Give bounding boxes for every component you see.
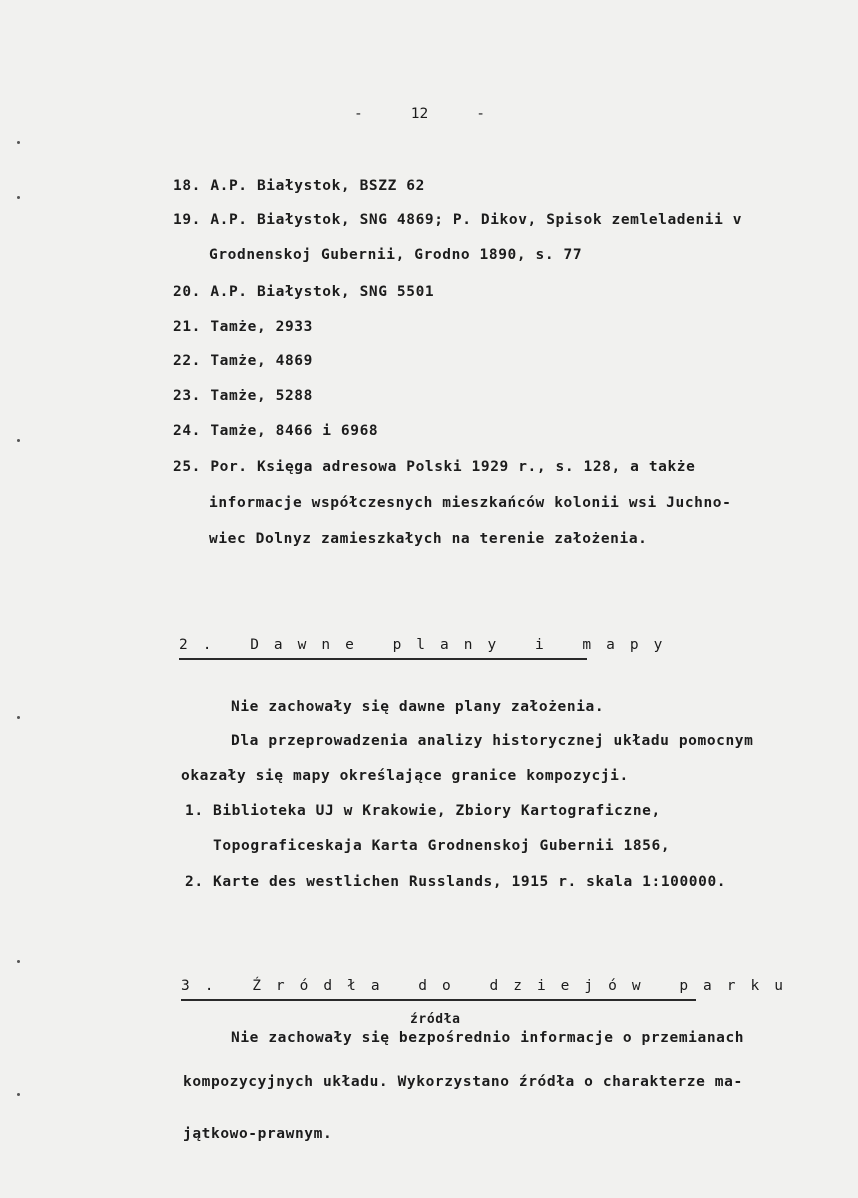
footnote-25-line2: informacje współczesnych mieszkańców kolonii wsi Juchno- xyxy=(209,495,732,511)
section-3-heading: 3. Źródła do dziejów parku xyxy=(181,978,798,994)
footnote-25: 25. Por. Księga adresowa Polski 1929 r., s. 128, a także xyxy=(173,459,696,475)
section-2-line-3: okazały się mapy określające granice kompozycji. xyxy=(181,768,629,784)
section-2-heading: 2. Dawne plany i mapy xyxy=(179,637,678,653)
footnote-19: 19. A.P. Białystok, SNG 4869; P. Dikov, Spisok zemleladenii v xyxy=(173,212,743,228)
section-3-line-3: jątkowo-prawnym. xyxy=(183,1126,333,1142)
handwritten-insertion: źródła xyxy=(410,1012,461,1027)
margin-dot xyxy=(17,1093,20,1096)
section-3-line-1: Nie zachowały się bezpośrednio informacje o przemianach xyxy=(231,1030,745,1046)
footnote-19-continued: Grodnenskoj Gubernii, Grodno 1890, s. 77 xyxy=(209,247,583,263)
map-item-1: 1. Biblioteka UJ w Krakowie, Zbiory Kartograficzne, xyxy=(185,803,661,819)
page-number: - 12 - xyxy=(354,106,485,122)
footnote-24: 24. Tamże, 8466 i 6968 xyxy=(173,423,379,439)
footnote-23: 23. Tamże, 5288 xyxy=(173,388,313,404)
margin-dot xyxy=(17,141,20,144)
margin-dot xyxy=(17,716,20,719)
footnote-22: 22. Tamże, 4869 xyxy=(173,353,313,369)
section-3-underline xyxy=(181,999,696,1001)
margin-dot xyxy=(17,196,20,199)
margin-dot xyxy=(17,960,20,963)
section-2-underline xyxy=(179,658,587,660)
section-2-line-1: Nie zachowały się dawne plany założenia. xyxy=(231,699,605,715)
map-item-2: 2. Karte des westlichen Russlands, 1915 r. skala 1:100000. xyxy=(185,874,727,890)
footnote-21: 21. Tamże, 2933 xyxy=(173,319,313,335)
margin-dot xyxy=(17,439,20,442)
footnote-18: 18. A.P. Białystok, BSZZ 62 xyxy=(173,178,425,194)
map-item-1-continued: Topograficeskaja Karta Grodnenskoj Gubernii 1856, xyxy=(213,838,671,854)
section-3-line-2: kompozycyjnych układu. Wykorzystano źródła o charakterze ma- xyxy=(183,1074,743,1090)
section-2-line-2: Dla przeprowadzenia analizy historycznej układu pomocnym xyxy=(231,733,754,749)
footnote-20: 20. A.P. Białystok, SNG 5501 xyxy=(173,284,435,300)
footnote-25-line3: wiec Dolnyz zamieszkałych na terenie założenia. xyxy=(209,531,648,547)
